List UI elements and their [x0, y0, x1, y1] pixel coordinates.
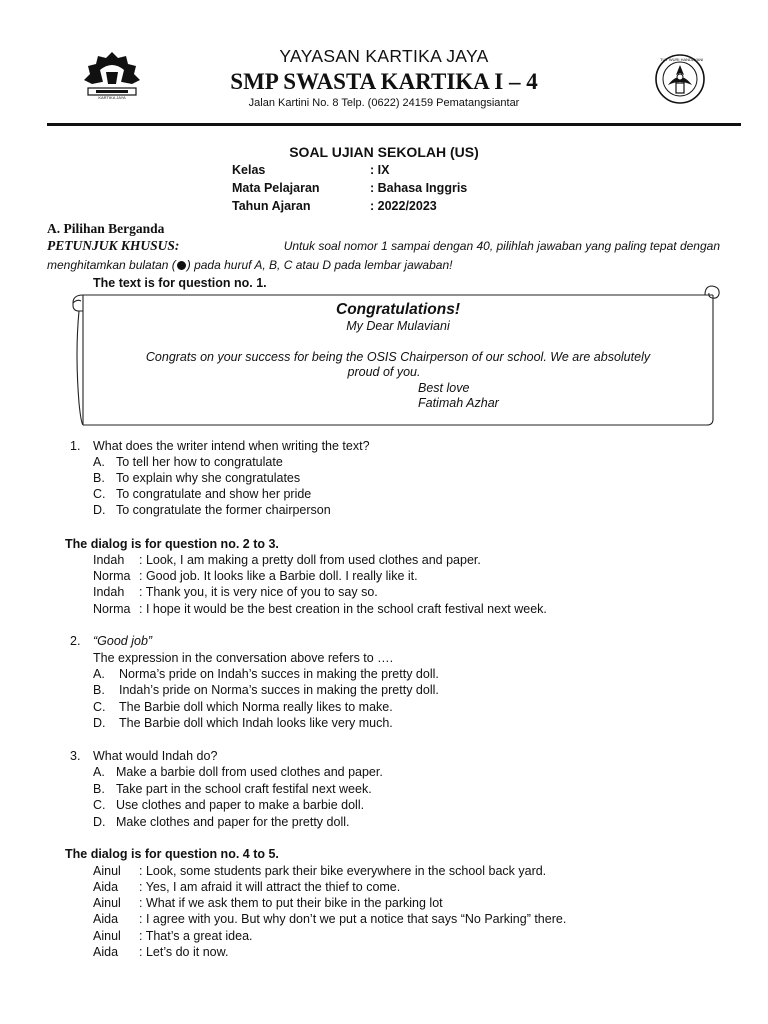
- speech-text: : Look, I am making a pretty doll from used clothes and paper.: [139, 553, 481, 567]
- option-letter: D.: [93, 815, 106, 829]
- speaker-name: Aida: [93, 880, 119, 894]
- q3-option-c[interactable]: [93, 797, 364, 813]
- dialog1-line-2: [93, 568, 418, 584]
- option-text: The Barbie doll which Indah looks like very much.: [119, 716, 393, 730]
- option-text: To congratulate the former chairperson: [116, 503, 331, 517]
- education-logo-right: [654, 53, 706, 105]
- speech-text: : Look, some students park their bike everywhere in the school back yard.: [139, 864, 547, 878]
- instruction-label: PETUNJUK KHUSUS:: [47, 238, 180, 253]
- q3-option-d[interactable]: [93, 814, 349, 830]
- q3-option-b[interactable]: [93, 781, 372, 797]
- speaker-name: Ainul: [93, 929, 121, 943]
- option-text: Norma’s pride on Indah’s succes in making the pretty doll.: [119, 667, 439, 681]
- letter-title: Congratulations!: [336, 301, 460, 318]
- option-text: Make a barbie doll from used clothes and paper.: [116, 765, 383, 779]
- letter-closing: Best love: [418, 381, 470, 395]
- speech-text: : Thank you, it is very nice of you to say so.: [139, 585, 378, 599]
- speaker-name: Norma: [93, 569, 131, 583]
- speech-text: : Let’s do it now.: [139, 945, 229, 959]
- right-logo-caption: TUT WURI HANDAYANI: [660, 57, 704, 62]
- field-label-subject: Mata Pelajaran: [232, 181, 320, 195]
- dialog2-line-4: [93, 911, 566, 927]
- option-letter: B.: [93, 782, 105, 796]
- dialog2-line-1: [93, 863, 546, 879]
- speech-text: : Yes, I am afraid it will attract the thief to come.: [139, 880, 401, 894]
- speaker-name: Ainul: [93, 896, 121, 910]
- option-letter: D.: [93, 503, 106, 517]
- field-value-year: : 2022/2023: [370, 199, 437, 213]
- instruction-text-1: Untuk soal nomor 1 sampai dengan 40, pilihlah jawaban yang paling tepat dengan: [283, 239, 720, 253]
- q1-option-b[interactable]: [93, 470, 300, 486]
- option-letter: C.: [93, 798, 106, 812]
- school-name: SMP SWASTA KARTIKA I – 4: [230, 69, 538, 94]
- dialog2-line-5: [93, 928, 253, 944]
- instruction-line-1: [47, 238, 720, 254]
- option-letter: A.: [93, 667, 105, 681]
- q2-option-a[interactable]: [93, 666, 439, 682]
- option-letter: D.: [93, 716, 106, 730]
- exam-title: SOAL UJIAN SEKOLAH (US): [289, 144, 479, 160]
- option-letter: A.: [93, 765, 105, 779]
- option-text: Use clothes and paper to make a barbie doll.: [116, 798, 365, 812]
- letter-greeting: My Dear Mulaviani: [346, 319, 450, 333]
- speech-text: : What if we ask them to put their bike in the parking lot: [139, 896, 443, 910]
- filled-circle-icon: [177, 261, 186, 270]
- q3-number: 3.: [70, 749, 81, 763]
- speaker-name: Ainul: [93, 864, 121, 878]
- option-letter: B.: [93, 683, 105, 697]
- q2-text: The expression in the conversation above refers to ….: [93, 651, 394, 665]
- instruction-text-2b: ) pada huruf A, B, C atau D pada lembar jawaban!: [186, 258, 453, 272]
- speaker-name: Aida: [93, 945, 119, 959]
- dialog2-line-6: [93, 944, 228, 960]
- dialog2-line-3: [93, 895, 443, 911]
- option-text: The Barbie doll which Norma really likes to make.: [119, 700, 393, 714]
- foundation-name: YAYASAN KARTIKA JAYA: [279, 46, 489, 66]
- speech-text: : That’s a great idea.: [139, 929, 253, 943]
- dialog1-line-4: [93, 601, 547, 617]
- option-letter: C.: [93, 700, 106, 714]
- speaker-name: Norma: [93, 602, 131, 616]
- option-text: Make clothes and paper for the pretty doll.: [116, 815, 350, 829]
- dialog2-line-2: [93, 879, 400, 895]
- school-address: Jalan Kartini No. 8 Telp. (0622) 24159 Pematangsiantar: [248, 97, 520, 109]
- q2-option-c[interactable]: [93, 699, 393, 715]
- q3-option-a[interactable]: [93, 764, 383, 780]
- option-text: To explain why she congratulates: [116, 471, 301, 485]
- q1-option-d[interactable]: [93, 502, 331, 518]
- field-value-subject: : Bahasa Inggris: [370, 181, 468, 195]
- option-text: Indah’s pride on Norma’s succes in making the pretty doll.: [119, 683, 439, 697]
- letter-sender: Fatimah Azhar: [418, 396, 499, 410]
- speaker-name: Indah: [93, 553, 125, 567]
- left-logo-caption: KARTIKA JAYA: [98, 95, 126, 100]
- field-label-year: Tahun Ajaran: [232, 199, 311, 213]
- q1-text: What does the writer intend when writing the text?: [93, 439, 370, 453]
- q2-option-b[interactable]: [93, 682, 439, 698]
- letter-body-1: Congrats on your success for being the OSIS Chairperson of our school. We are absolutely: [145, 350, 651, 364]
- instruction-line-2: [47, 257, 452, 273]
- section-heading: A. Pilihan Berganda: [47, 221, 165, 236]
- field-value-kelas: : IX: [370, 163, 390, 177]
- text1-intro: The text is for question no. 1.: [93, 276, 267, 290]
- q1-option-a[interactable]: [93, 454, 283, 470]
- speech-text: : Good job. It looks like a Barbie doll. I really like it.: [139, 569, 418, 583]
- dialog1-intro: The dialog is for question no. 2 to 3.: [65, 537, 279, 551]
- header-divider: [47, 123, 741, 126]
- option-letter: A.: [93, 455, 105, 469]
- option-text: Take part in the school craft festifal next week.: [116, 782, 372, 796]
- q2-number: 2.: [70, 634, 81, 648]
- letter-body-2: proud of you.: [347, 365, 421, 379]
- q1-number: 1.: [70, 439, 81, 453]
- option-letter: B.: [93, 471, 105, 485]
- speech-text: : I agree with you. But why don’t we put a notice that says “No Parking” there.: [139, 912, 567, 926]
- speaker-name: Indah: [93, 585, 125, 599]
- option-letter: C.: [93, 487, 106, 501]
- dialog2-intro: The dialog is for question no. 4 to 5.: [65, 847, 279, 861]
- field-label-kelas: Kelas: [232, 163, 266, 177]
- q3-text: What would Indah do?: [93, 749, 218, 763]
- q1-option-c[interactable]: [93, 486, 311, 502]
- dialog1-line-1: [93, 552, 481, 568]
- q2-quote: “Good job”: [93, 634, 153, 648]
- instruction-text-2a: menghitamkan bulatan (: [47, 258, 176, 272]
- speech-text: : I hope it would be the best creation in the school craft festival next week.: [139, 602, 547, 616]
- option-text: To congratulate and show her pride: [116, 487, 312, 501]
- option-text: To tell her how to congratulate: [116, 455, 283, 469]
- speaker-name: Aida: [93, 912, 119, 926]
- q2-option-d[interactable]: [93, 715, 393, 731]
- dialog1-line-3: [93, 584, 378, 600]
